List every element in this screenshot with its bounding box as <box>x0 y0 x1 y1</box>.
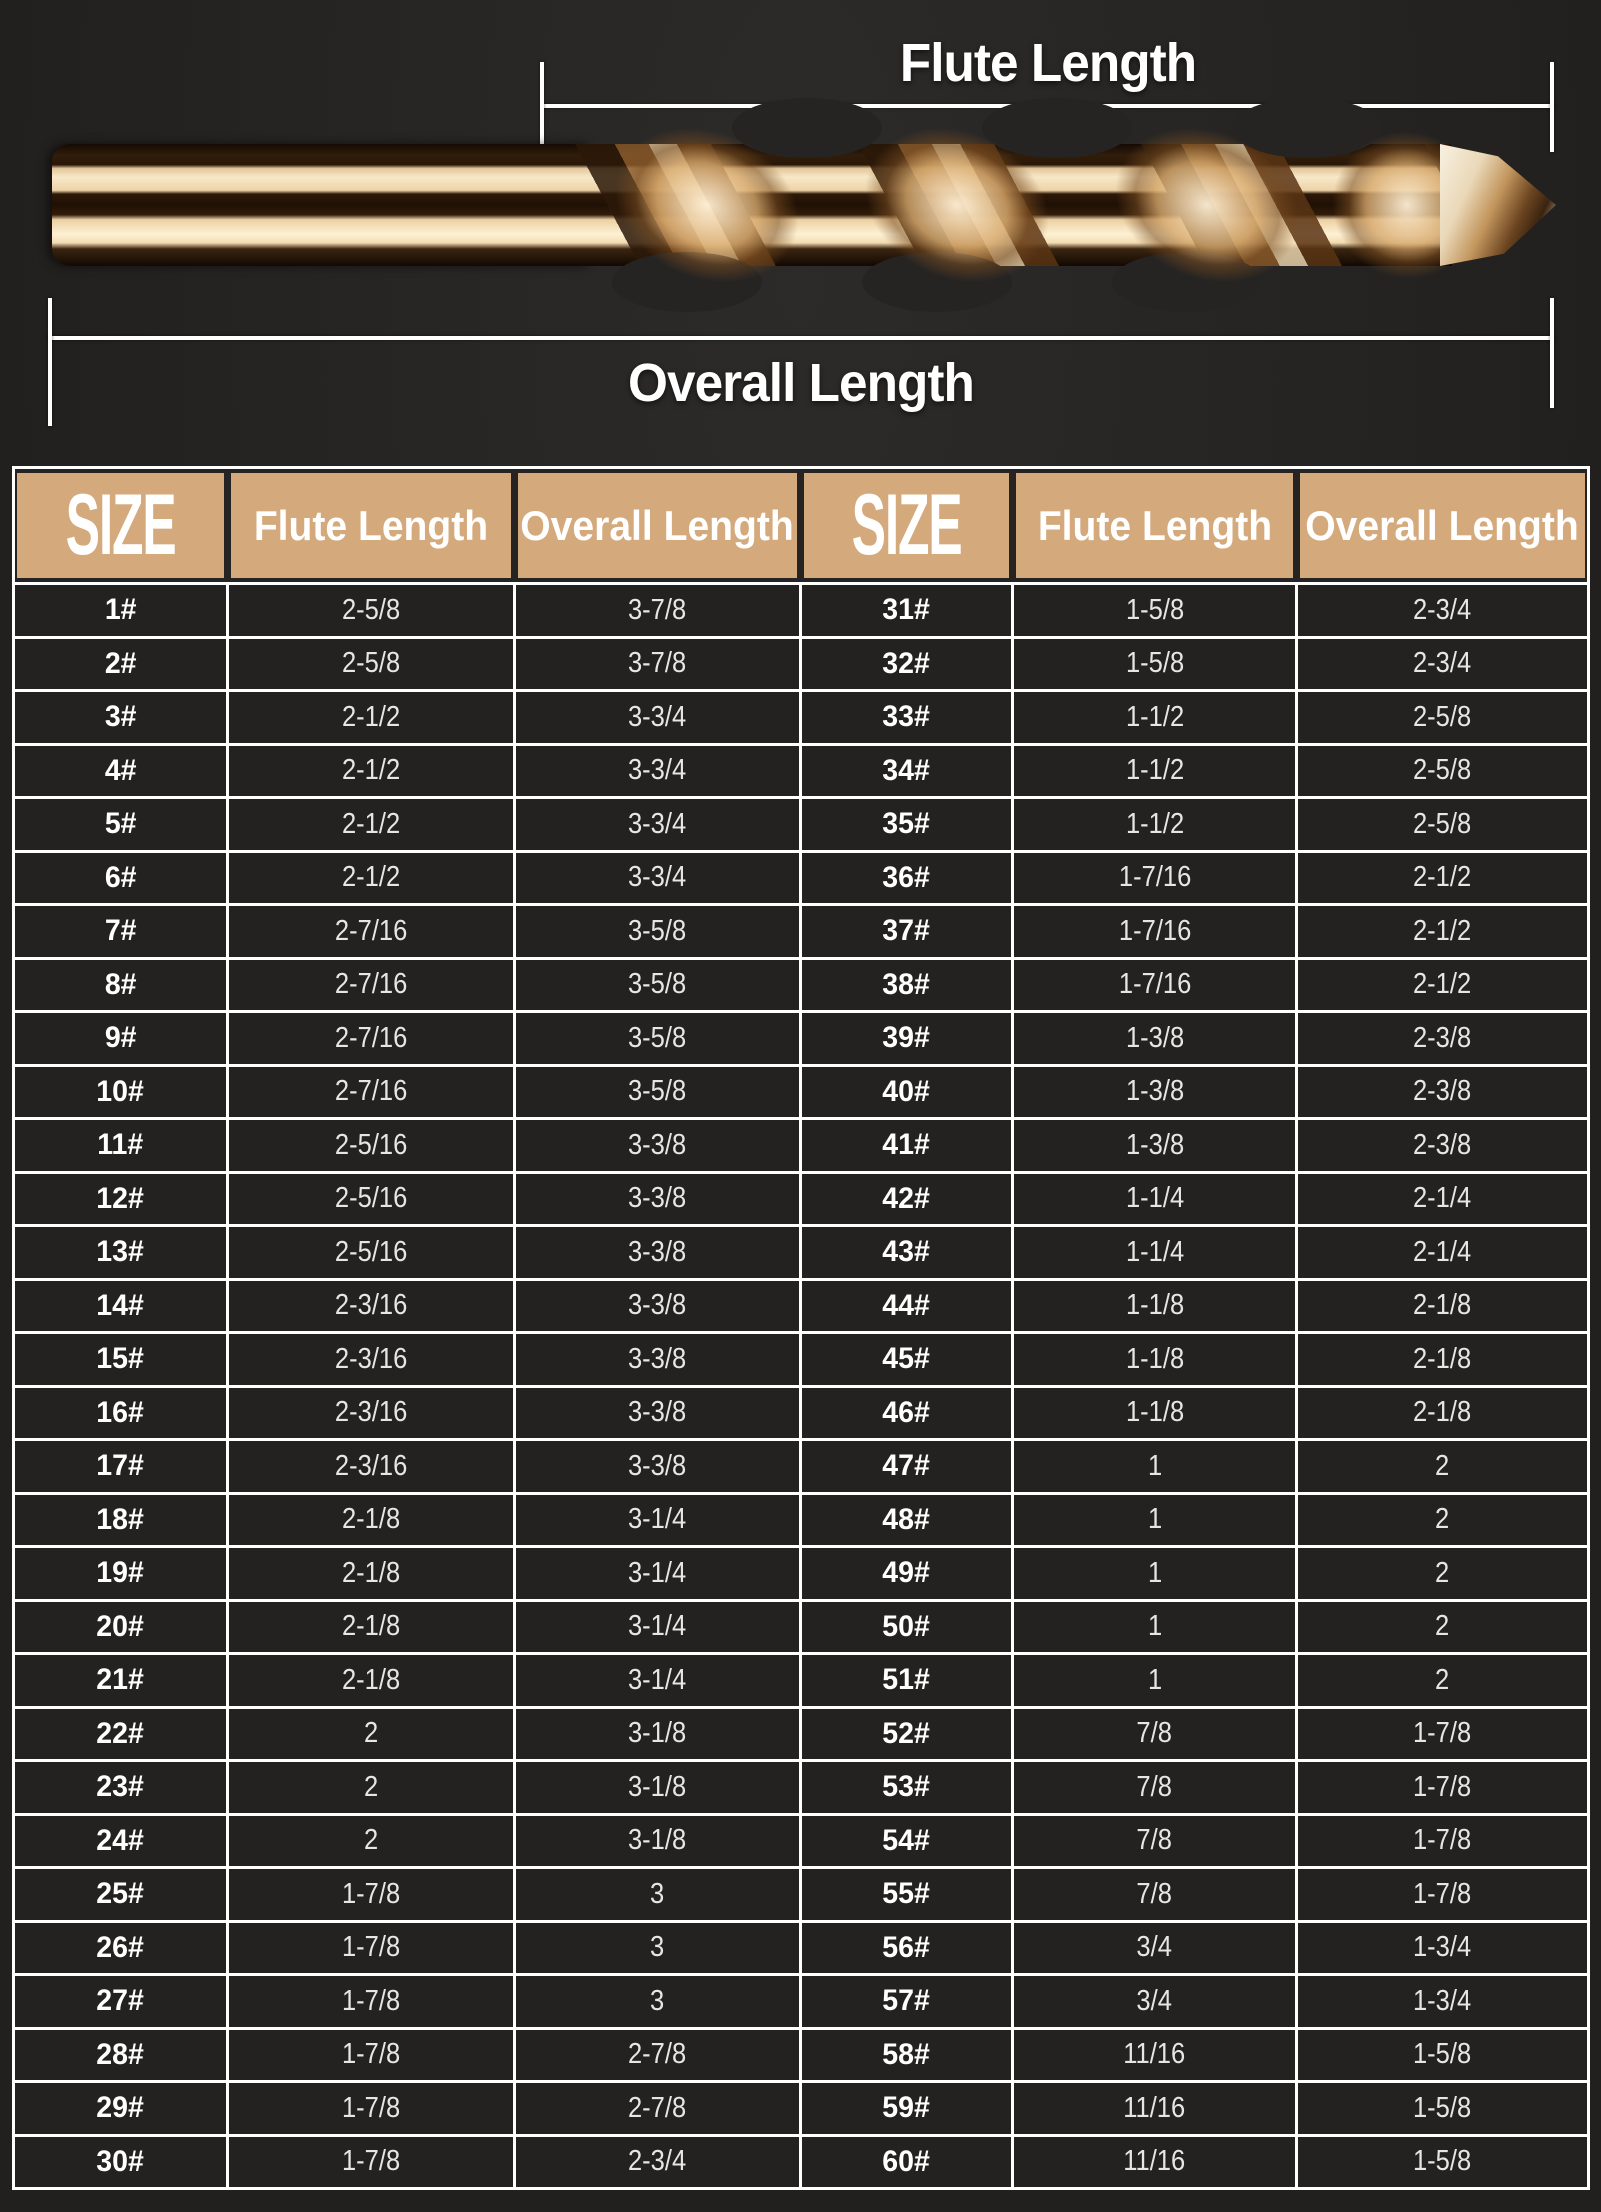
overall-length-cell: 3-5/8 <box>516 1067 798 1118</box>
flute-length-cell: 1-3/8 <box>1014 1067 1294 1118</box>
flute-length-cell: 2-1/8 <box>229 1602 513 1653</box>
flute-length-cell: 1-5/8 <box>1014 585 1294 636</box>
size-cell: 17# <box>15 1441 226 1492</box>
flute-length-cell: 1-7/8 <box>229 1869 513 1920</box>
header-overall-right: Overall Length <box>1300 473 1585 578</box>
flute-length-cell: 1-7/8 <box>229 1923 513 1974</box>
overall-length-cell: 3-3/8 <box>516 1334 798 1385</box>
overall-length-cell: 1-5/8 <box>1298 2137 1587 2188</box>
size-cell: 9# <box>15 1013 226 1064</box>
flute-length-cell: 11/16 <box>1014 2030 1294 2081</box>
flute-length-cell: 1 <box>1014 1602 1294 1653</box>
overall-length-cell: 2-3/8 <box>1298 1120 1587 1171</box>
overall-length-cell: 2-5/8 <box>1298 746 1587 797</box>
overall-length-cell: 2-1/8 <box>1298 1334 1587 1385</box>
flute-length-cell: 2-1/2 <box>229 799 513 850</box>
overall-length-cell: 3-5/8 <box>516 1013 798 1064</box>
flute-length-cell: 2-7/16 <box>229 1013 513 1064</box>
size-cell: 46# <box>802 1388 1012 1439</box>
size-cell: 30# <box>15 2137 226 2188</box>
flute-length-cell: 2-5/16 <box>229 1120 513 1171</box>
size-cell: 7# <box>15 906 226 957</box>
size-cell: 29# <box>15 2083 226 2134</box>
size-cell: 52# <box>802 1709 1012 1760</box>
flute-length-cell: 7/8 <box>1014 1762 1294 1813</box>
overall-length-cell: 3-3/8 <box>516 1441 798 1492</box>
flute-length-cell: 2 <box>229 1762 513 1813</box>
size-cell: 25# <box>15 1869 226 1920</box>
overall-length-cell: 3 <box>516 1976 798 2027</box>
size-cell: 60# <box>802 2137 1012 2188</box>
header-overall-left: Overall Length <box>518 473 796 578</box>
size-cell: 27# <box>15 1976 226 2027</box>
size-cell: 47# <box>802 1441 1012 1492</box>
flute-length-label: Flute Length <box>899 33 1197 93</box>
size-cell: 51# <box>802 1655 1012 1706</box>
size-cell: 3# <box>15 692 226 743</box>
drill-bit-image <box>52 144 1556 266</box>
flute-length-cell: 1-7/8 <box>229 2030 513 2081</box>
size-cell: 28# <box>15 2030 226 2081</box>
flute-length-cell: 1-7/16 <box>1014 960 1294 1011</box>
size-cell: 44# <box>802 1281 1012 1332</box>
size-cell: 16# <box>15 1388 226 1439</box>
size-cell: 37# <box>802 906 1012 957</box>
flute-length-cell: 2-3/16 <box>229 1281 513 1332</box>
overall-length-cell: 3-3/8 <box>516 1227 798 1278</box>
overall-length-cell: 1-7/8 <box>1298 1869 1587 1920</box>
flute-length-cell: 1-7/8 <box>229 1976 513 2027</box>
flute-length-cell: 1-1/4 <box>1014 1227 1294 1278</box>
overall-length-cell: 3-3/4 <box>516 799 798 850</box>
size-cell: 59# <box>802 2083 1012 2134</box>
overall-length-cell: 2-7/8 <box>516 2083 798 2134</box>
size-cell: 50# <box>802 1602 1012 1653</box>
flute-length-cell: 1-1/4 <box>1014 1174 1294 1225</box>
overall-length-cell: 3-1/8 <box>516 1762 798 1813</box>
size-cell: 54# <box>802 1816 1012 1867</box>
overall-length-cell: 3-5/8 <box>516 960 798 1011</box>
size-cell: 11# <box>15 1120 226 1171</box>
flute-length-cell: 2-1/2 <box>229 746 513 797</box>
header-flute-right: Flute Length <box>1016 473 1292 578</box>
flute-length-cell: 1-7/8 <box>229 2137 513 2188</box>
overall-length-cell: 1-5/8 <box>1298 2083 1587 2134</box>
overall-length-cell: 2-1/2 <box>1298 960 1587 1011</box>
size-cell: 10# <box>15 1067 226 1118</box>
overall-length-cell: 2-5/8 <box>1298 692 1587 743</box>
flute-length-cell: 1-3/8 <box>1014 1013 1294 1064</box>
flute-length-cell: 3/4 <box>1014 1976 1294 2027</box>
flute-length-cell: 2-7/16 <box>229 960 513 1011</box>
overall-length-cell: 1-7/8 <box>1298 1762 1587 1813</box>
flute-length-cell: 1-7/8 <box>229 2083 513 2134</box>
overall-length-cell: 2-1/8 <box>1298 1281 1587 1332</box>
overall-length-tick-left <box>48 298 52 426</box>
overall-length-label: Overall Length <box>628 353 974 413</box>
size-cell: 26# <box>15 1923 226 1974</box>
size-cell: 24# <box>15 1816 226 1867</box>
overall-length-cell: 2-1/2 <box>1298 853 1587 904</box>
size-cell: 18# <box>15 1495 226 1546</box>
flute-length-cell: 2-1/2 <box>229 692 513 743</box>
flute-length-cell: 2 <box>229 1816 513 1867</box>
size-cell: 15# <box>15 1334 226 1385</box>
overall-length-cell: 3-3/4 <box>516 853 798 904</box>
size-cell: 32# <box>802 639 1012 690</box>
overall-length-tick-right <box>1550 298 1554 408</box>
flute-length-cell: 2-3/16 <box>229 1388 513 1439</box>
flute-length-cell: 1-1/8 <box>1014 1334 1294 1385</box>
size-cell: 43# <box>802 1227 1012 1278</box>
drill-bit-tip <box>1440 144 1556 266</box>
overall-length-cell: 2-1/2 <box>1298 906 1587 957</box>
overall-length-cell: 3-7/8 <box>516 585 798 636</box>
flute-length-cell: 2-1/2 <box>229 853 513 904</box>
flute-length-cell: 3/4 <box>1014 1923 1294 1974</box>
size-cell: 45# <box>802 1334 1012 1385</box>
flute-length-tick-left <box>540 62 544 152</box>
flute-length-cell: 2-5/16 <box>229 1174 513 1225</box>
flute-length-cell: 1 <box>1014 1548 1294 1599</box>
size-cell: 5# <box>15 799 226 850</box>
flute-length-cell: 2-3/16 <box>229 1334 513 1385</box>
size-cell: 35# <box>802 799 1012 850</box>
flute-length-cell: 2-1/8 <box>229 1495 513 1546</box>
size-cell: 57# <box>802 1976 1012 2027</box>
size-cell: 20# <box>15 1602 226 1653</box>
overall-length-cell: 3-1/4 <box>516 1548 798 1599</box>
overall-length-cell: 1-3/4 <box>1298 1923 1587 1974</box>
overall-length-cell: 3-3/4 <box>516 692 798 743</box>
flute-length-cell: 2-1/8 <box>229 1655 513 1706</box>
flute-length-cell: 2 <box>229 1709 513 1760</box>
flute-length-cell: 7/8 <box>1014 1709 1294 1760</box>
size-cell: 2# <box>15 639 226 690</box>
size-cell: 34# <box>802 746 1012 797</box>
flute-length-cell: 2-5/8 <box>229 639 513 690</box>
overall-length-cell: 2-1/4 <box>1298 1174 1587 1225</box>
size-cell: 33# <box>802 692 1012 743</box>
overall-length-cell: 3-3/8 <box>516 1174 798 1225</box>
overall-length-cell: 1-7/8 <box>1298 1816 1587 1867</box>
overall-length-cell: 2-1/4 <box>1298 1227 1587 1278</box>
flute-length-cell: 1-3/8 <box>1014 1120 1294 1171</box>
overall-length-cell: 2-1/8 <box>1298 1388 1587 1439</box>
overall-length-cell: 2-3/8 <box>1298 1067 1587 1118</box>
flute-length-cell: 2-5/16 <box>229 1227 513 1278</box>
overall-length-cell: 3-1/4 <box>516 1602 798 1653</box>
flute-length-cell: 2-7/16 <box>229 906 513 957</box>
size-cell: 22# <box>15 1709 226 1760</box>
flute-length-cell: 2-1/8 <box>229 1548 513 1599</box>
size-cell: 55# <box>802 1869 1012 1920</box>
table-body <box>15 582 1587 2187</box>
overall-length-cell: 2-3/4 <box>1298 585 1587 636</box>
flute-length-cell: 7/8 <box>1014 1869 1294 1920</box>
size-cell: 36# <box>802 853 1012 904</box>
overall-length-cell: 3 <box>516 1869 798 1920</box>
size-cell: 58# <box>802 2030 1012 2081</box>
size-cell: 19# <box>15 1548 226 1599</box>
flute-length-cell: 2-7/16 <box>229 1067 513 1118</box>
overall-length-cell: 2-3/4 <box>516 2137 798 2188</box>
size-cell: 53# <box>802 1762 1012 1813</box>
flute-length-cell: 1 <box>1014 1655 1294 1706</box>
overall-length-cell: 2-3/4 <box>1298 639 1587 690</box>
drill-bit-shank <box>52 144 592 266</box>
overall-length-cell: 1-7/8 <box>1298 1709 1587 1760</box>
overall-length-cell: 3 <box>516 1923 798 1974</box>
overall-length-cell: 3-3/8 <box>516 1120 798 1171</box>
overall-length-cell: 2-3/8 <box>1298 1013 1587 1064</box>
overall-length-cell: 1-5/8 <box>1298 2030 1587 2081</box>
overall-length-cell: 1-3/4 <box>1298 1976 1587 2027</box>
size-cell: 56# <box>802 1923 1012 1974</box>
flute-length-cell: 11/16 <box>1014 2083 1294 2134</box>
size-cell: 21# <box>15 1655 226 1706</box>
overall-length-cell: 3-7/8 <box>516 639 798 690</box>
size-cell: 1# <box>15 585 226 636</box>
flute-length-cell: 1-1/8 <box>1014 1388 1294 1439</box>
flute-length-cell: 1 <box>1014 1441 1294 1492</box>
overall-length-cell: 2-5/8 <box>1298 799 1587 850</box>
size-cell: 39# <box>802 1013 1012 1064</box>
size-cell: 14# <box>15 1281 226 1332</box>
overall-length-cell: 3-3/4 <box>516 746 798 797</box>
overall-length-cell: 3-1/4 <box>516 1655 798 1706</box>
size-cell: 41# <box>802 1120 1012 1171</box>
flute-length-cell: 1-1/8 <box>1014 1281 1294 1332</box>
flute-length-cell: 1-5/8 <box>1014 639 1294 690</box>
flute-length-cell: 1-1/2 <box>1014 799 1294 850</box>
overall-length-cell: 3-5/8 <box>516 906 798 957</box>
overall-length-cell: 3-1/8 <box>516 1816 798 1867</box>
size-cell: 4# <box>15 746 226 797</box>
table-header-row <box>15 469 1587 582</box>
overall-length-cell: 2-7/8 <box>516 2030 798 2081</box>
overall-length-cell: 3-3/8 <box>516 1281 798 1332</box>
header-size-right: SIZE <box>804 473 1010 578</box>
flute-length-cell: 2-5/8 <box>229 585 513 636</box>
size-cell: 38# <box>802 960 1012 1011</box>
header-size-left: SIZE <box>17 473 224 578</box>
overall-length-cell: 3-1/8 <box>516 1709 798 1760</box>
flute-length-cell: 7/8 <box>1014 1816 1294 1867</box>
size-cell: 49# <box>802 1548 1012 1599</box>
overall-length-cell: 3-3/8 <box>516 1388 798 1439</box>
flute-length-cell: 1-7/16 <box>1014 853 1294 904</box>
flute-length-cell: 1 <box>1014 1495 1294 1546</box>
overall-length-cell: 2 <box>1298 1495 1587 1546</box>
size-cell: 48# <box>802 1495 1012 1546</box>
size-cell: 31# <box>802 585 1012 636</box>
overall-length-cell: 2 <box>1298 1441 1587 1492</box>
overall-length-cell: 2 <box>1298 1655 1587 1706</box>
size-cell: 23# <box>15 1762 226 1813</box>
size-table <box>12 466 1590 2190</box>
flute-length-cell: 2-3/16 <box>229 1441 513 1492</box>
flute-length-cell: 11/16 <box>1014 2137 1294 2188</box>
flute-length-cell: 1-1/2 <box>1014 746 1294 797</box>
size-cell: 6# <box>15 853 226 904</box>
flute-length-cell: 1-7/16 <box>1014 906 1294 957</box>
size-cell: 40# <box>802 1067 1012 1118</box>
flute-length-tick-right <box>1550 62 1554 152</box>
flute-length-cell: 1-1/2 <box>1014 692 1294 743</box>
size-cell: 12# <box>15 1174 226 1225</box>
overall-length-cell: 2 <box>1298 1602 1587 1653</box>
size-cell: 8# <box>15 960 226 1011</box>
overall-length-cell: 3-1/4 <box>516 1495 798 1546</box>
overall-length-cell: 2 <box>1298 1548 1587 1599</box>
size-cell: 13# <box>15 1227 226 1278</box>
header-flute-left: Flute Length <box>231 473 511 578</box>
drill-bit-flutes <box>572 144 1452 266</box>
overall-length-dimension-line <box>48 336 1554 340</box>
size-cell: 42# <box>802 1174 1012 1225</box>
